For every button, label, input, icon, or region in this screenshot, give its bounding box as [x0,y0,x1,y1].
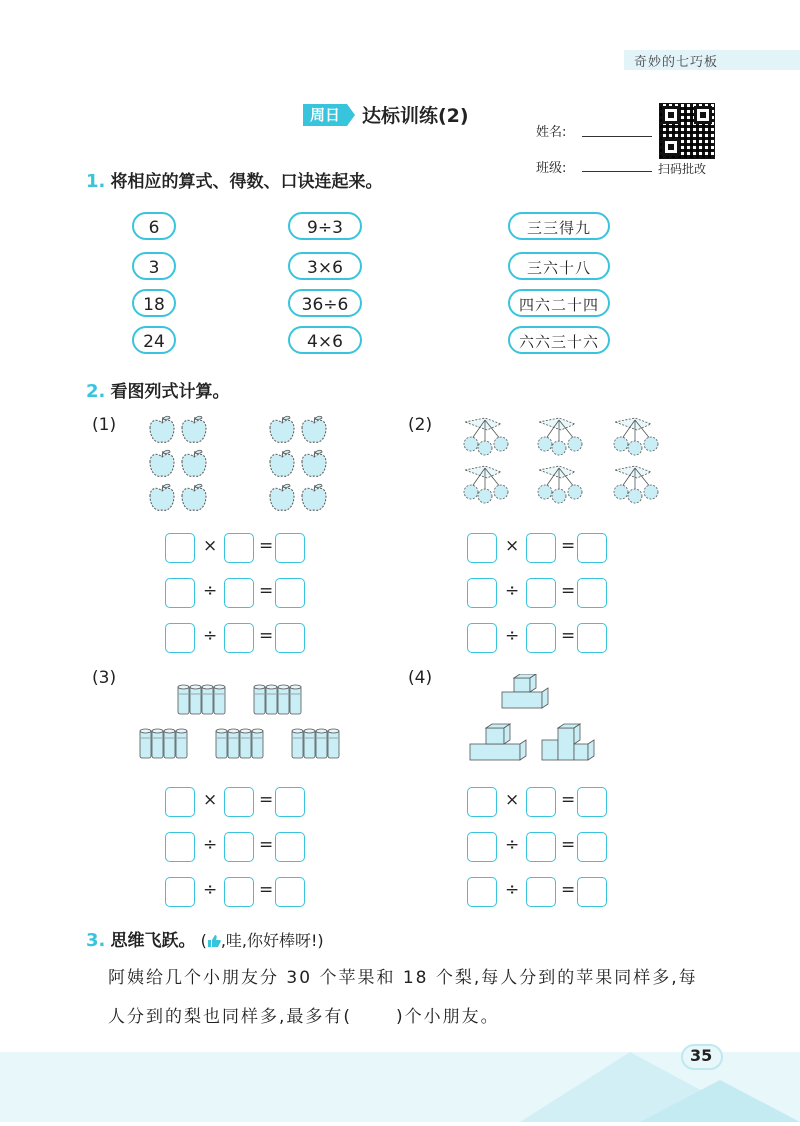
answer-box[interactable] [275,832,305,862]
operator-symbol: ÷ [203,880,218,900]
answer-box[interactable] [275,578,305,608]
thumbs-up-icon [207,932,221,944]
apple-group-left [150,416,206,510]
operator-symbol: ÷ [505,880,520,900]
equals-sign: = [561,626,576,646]
q1-heading [86,167,382,192]
sub-label-2: (2) [408,415,433,435]
book-tag: 奇妙的七巧板 [634,55,719,70]
answer-box[interactable] [275,533,305,563]
answer-box[interactable] [165,533,195,563]
footer-band [0,1052,800,1122]
class-label: 班级: [536,161,567,176]
qr-eye-icon [662,106,680,124]
equals-sign: = [561,880,576,900]
answer-box[interactable] [577,623,607,653]
rhyme-pill[interactable]: 三三得九 [508,212,610,240]
equals-sign: = [259,581,274,601]
q3-number: 3. [86,930,106,951]
name-label: 姓名: [536,125,567,140]
q3-line-2a: 人分到的梨也同样多,最多有( [108,1007,353,1027]
answer-box[interactable] [577,832,607,862]
equals-sign: = [561,581,576,601]
answer-box[interactable] [526,832,556,862]
answer-box[interactable] [224,623,254,653]
page-number: 35 [690,1046,713,1065]
page-title: 达标训练(2) [362,105,469,127]
q2-text: 看图列式计算。 [110,382,230,402]
expression-pill[interactable]: 9÷3 [288,212,362,240]
result-pill[interactable]: 6 [132,212,176,240]
operator-symbol: × [505,536,520,556]
operator-symbol: ÷ [203,626,218,646]
answer-box[interactable] [165,832,195,862]
expression-pill[interactable]: 4×6 [288,326,362,354]
q3-heading [86,926,324,951]
equals-sign: = [561,790,576,810]
answer-box[interactable] [526,787,556,817]
name-field[interactable] [582,136,652,137]
apples-picture [140,410,340,520]
answer-box[interactable] [467,533,497,563]
q3-remark: ,哇,你好棒呀!) [220,931,324,950]
equals-sign: = [259,626,274,646]
answer-box[interactable] [224,533,254,563]
equals-sign: = [259,880,274,900]
equals-sign: = [259,790,274,810]
cans-picture [138,680,363,766]
rhyme-pill[interactable]: 三六十八 [508,252,610,280]
operator-symbol: ÷ [505,835,520,855]
equals-sign: = [561,835,576,855]
result-pill[interactable]: 3 [132,252,176,280]
expression-pill[interactable]: 36÷6 [288,289,362,317]
answer-box[interactable] [165,787,195,817]
footer-decoration [0,1052,800,1122]
sub-label-1: (1) [92,415,117,435]
blocks-picture [466,674,606,766]
expression-pill[interactable]: 3×6 [288,252,362,280]
q2-heading [86,377,229,402]
qr-eye-icon [694,106,712,124]
q2-number: 2. [86,381,106,402]
answer-box[interactable] [275,877,305,907]
q3-line-1: 阿姨给几个小朋友分 30 个苹果和 18 个梨,每人分到的苹果同样多,每 [108,968,698,988]
operator-symbol: ÷ [505,626,520,646]
answer-box[interactable] [467,877,497,907]
answer-box[interactable] [224,832,254,862]
operator-symbol: × [505,790,520,810]
equals-sign: = [561,536,576,556]
q3-line-2 [108,1002,500,1027]
answer-box[interactable] [224,787,254,817]
sub-label-4: (4) [408,668,433,688]
operator-symbol: × [203,790,218,810]
answer-box[interactable] [526,623,556,653]
qr-code[interactable] [659,103,715,159]
answer-box[interactable] [165,877,195,907]
rhyme-pill[interactable]: 六六三十六 [508,326,610,354]
q3-text: 思维飞跃。 [110,931,196,951]
answer-box[interactable] [467,787,497,817]
qr-caption: 扫码批改 [658,162,707,176]
result-pill[interactable]: 24 [132,326,176,354]
answer-box[interactable] [577,787,607,817]
operator-symbol: × [203,536,218,556]
cherries-picture [455,412,675,512]
q3-remark-open: ( [200,931,207,950]
day-badge: 周日 [303,104,347,126]
result-pill[interactable]: 18 [132,289,176,317]
answer-box[interactable] [275,623,305,653]
operator-symbol: ÷ [203,581,218,601]
rhyme-pill[interactable]: 四六二十四 [508,289,610,317]
answer-box[interactable] [224,578,254,608]
answer-box[interactable] [224,877,254,907]
answer-box[interactable] [577,877,607,907]
sub-label-3: (3) [92,668,117,688]
q1-number: 1. [86,171,106,192]
qr-eye-icon [662,138,680,156]
answer-box[interactable] [526,578,556,608]
answer-box[interactable] [526,877,556,907]
equals-sign: = [259,536,274,556]
answer-box[interactable] [467,623,497,653]
answer-box[interactable] [467,832,497,862]
answer-box[interactable] [165,623,195,653]
class-field[interactable] [582,171,652,172]
answer-box[interactable] [165,578,195,608]
equals-sign: = [259,835,274,855]
answer-box[interactable] [467,578,497,608]
q3-line-2b: )个小朋友。 [396,1007,500,1027]
q1-text: 将相应的算式、得数、口诀连起来。 [110,172,383,192]
apple-group-right [270,416,326,510]
answer-box[interactable] [526,533,556,563]
operator-symbol: ÷ [203,835,218,855]
answer-box[interactable] [275,787,305,817]
answer-box[interactable] [577,578,607,608]
operator-symbol: ÷ [505,581,520,601]
answer-box[interactable] [577,533,607,563]
